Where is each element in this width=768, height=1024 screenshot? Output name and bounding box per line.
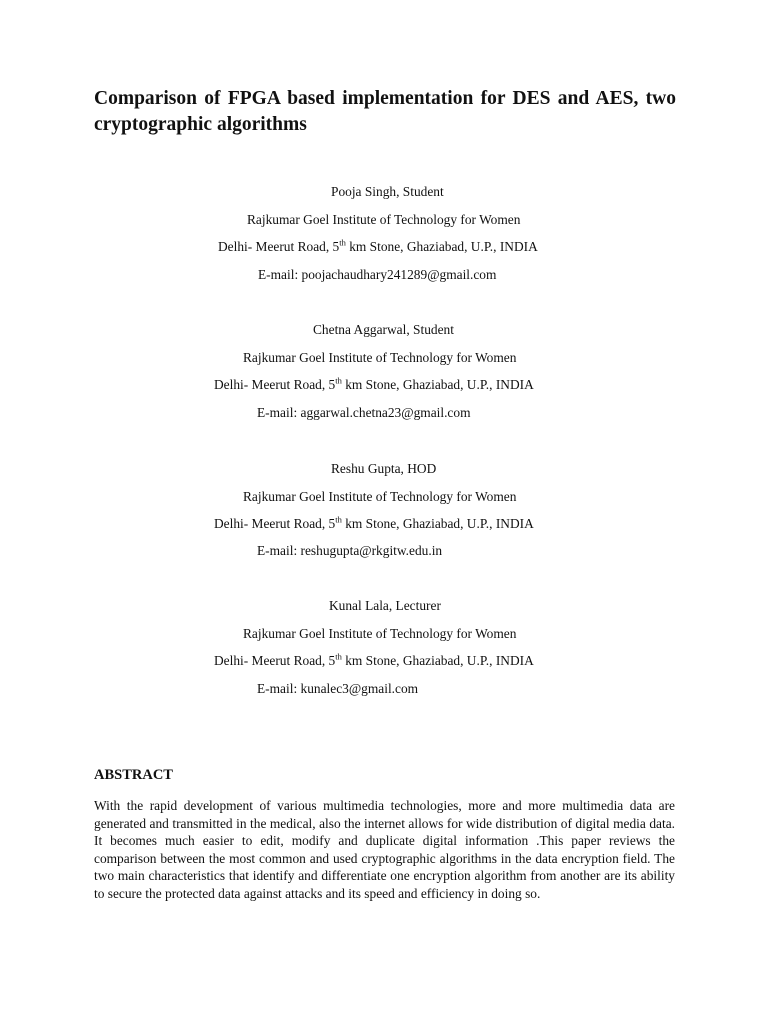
address-text: km Stone, Ghaziabad, U.P., INDIA bbox=[341, 377, 534, 392]
author-name-role: Chetna Aggarwal, Student bbox=[313, 322, 454, 337]
address-text: Delhi- Meerut Road, 5 bbox=[214, 516, 336, 531]
author-email: E-mail: kunalec3@gmail.com bbox=[257, 681, 419, 696]
author-institute: Rajkumar Goel Institute of Technology for Women bbox=[243, 350, 517, 365]
author-name-role: Reshu Gupta, HOD bbox=[331, 461, 437, 476]
author-institute: Rajkumar Goel Institute of Technology for Women bbox=[243, 489, 517, 504]
author-address bbox=[218, 239, 538, 255]
author-name-role: Kunal Lala, Lecturer bbox=[329, 598, 441, 613]
author-institute: Rajkumar Goel Institute of Technology for Women bbox=[243, 626, 517, 641]
address-text: km Stone, Ghaziabad, U.P., INDIA bbox=[341, 516, 534, 531]
ordinal-suffix: th bbox=[335, 514, 342, 525]
author-email: E-mail: aggarwal.chetna23@gmail.com bbox=[257, 405, 471, 420]
ordinal-suffix: th bbox=[339, 237, 346, 248]
ordinal-suffix: th bbox=[335, 651, 342, 662]
abstract-heading: ABSTRACT bbox=[94, 767, 173, 783]
author-address bbox=[214, 516, 534, 532]
author-name-role: Pooja Singh, Student bbox=[331, 184, 444, 199]
author-address bbox=[214, 653, 534, 669]
address-text: Delhi- Meerut Road, 5 bbox=[218, 239, 340, 254]
author-email: E-mail: poojachaudhary241289@gmail.com bbox=[258, 267, 497, 282]
abstract-body: With the rapid development of various multimedia technologies, more and more multimedia data are generated and transmitted in the medical, also the internet allows for wide distribution of digital media data. It becomes much easier to edit, modify and duplicate digital information .This paper reviews the comparison between the most common and used cryptographic algorithms in the data encryption field. The two main characteristics that identify and differentiate one encryption algorithm from another are its ability to secure the protected data against attacks and its speed and efficiency in doing so. bbox=[94, 798, 675, 901]
author-address bbox=[214, 377, 534, 393]
paper-title: Comparison of FPGA based implementation for DES and AES, two cryptographic algorithms bbox=[94, 88, 676, 135]
address-text: km Stone, Ghaziabad, U.P., INDIA bbox=[345, 239, 538, 254]
address-text: Delhi- Meerut Road, 5 bbox=[214, 377, 336, 392]
author-institute: Rajkumar Goel Institute of Technology for Women bbox=[247, 212, 521, 227]
ordinal-suffix: th bbox=[335, 375, 342, 386]
author-email: E-mail: reshugupta@rkgitw.edu.in bbox=[257, 543, 443, 558]
address-text: km Stone, Ghaziabad, U.P., INDIA bbox=[341, 653, 534, 668]
address-text: Delhi- Meerut Road, 5 bbox=[214, 653, 336, 668]
